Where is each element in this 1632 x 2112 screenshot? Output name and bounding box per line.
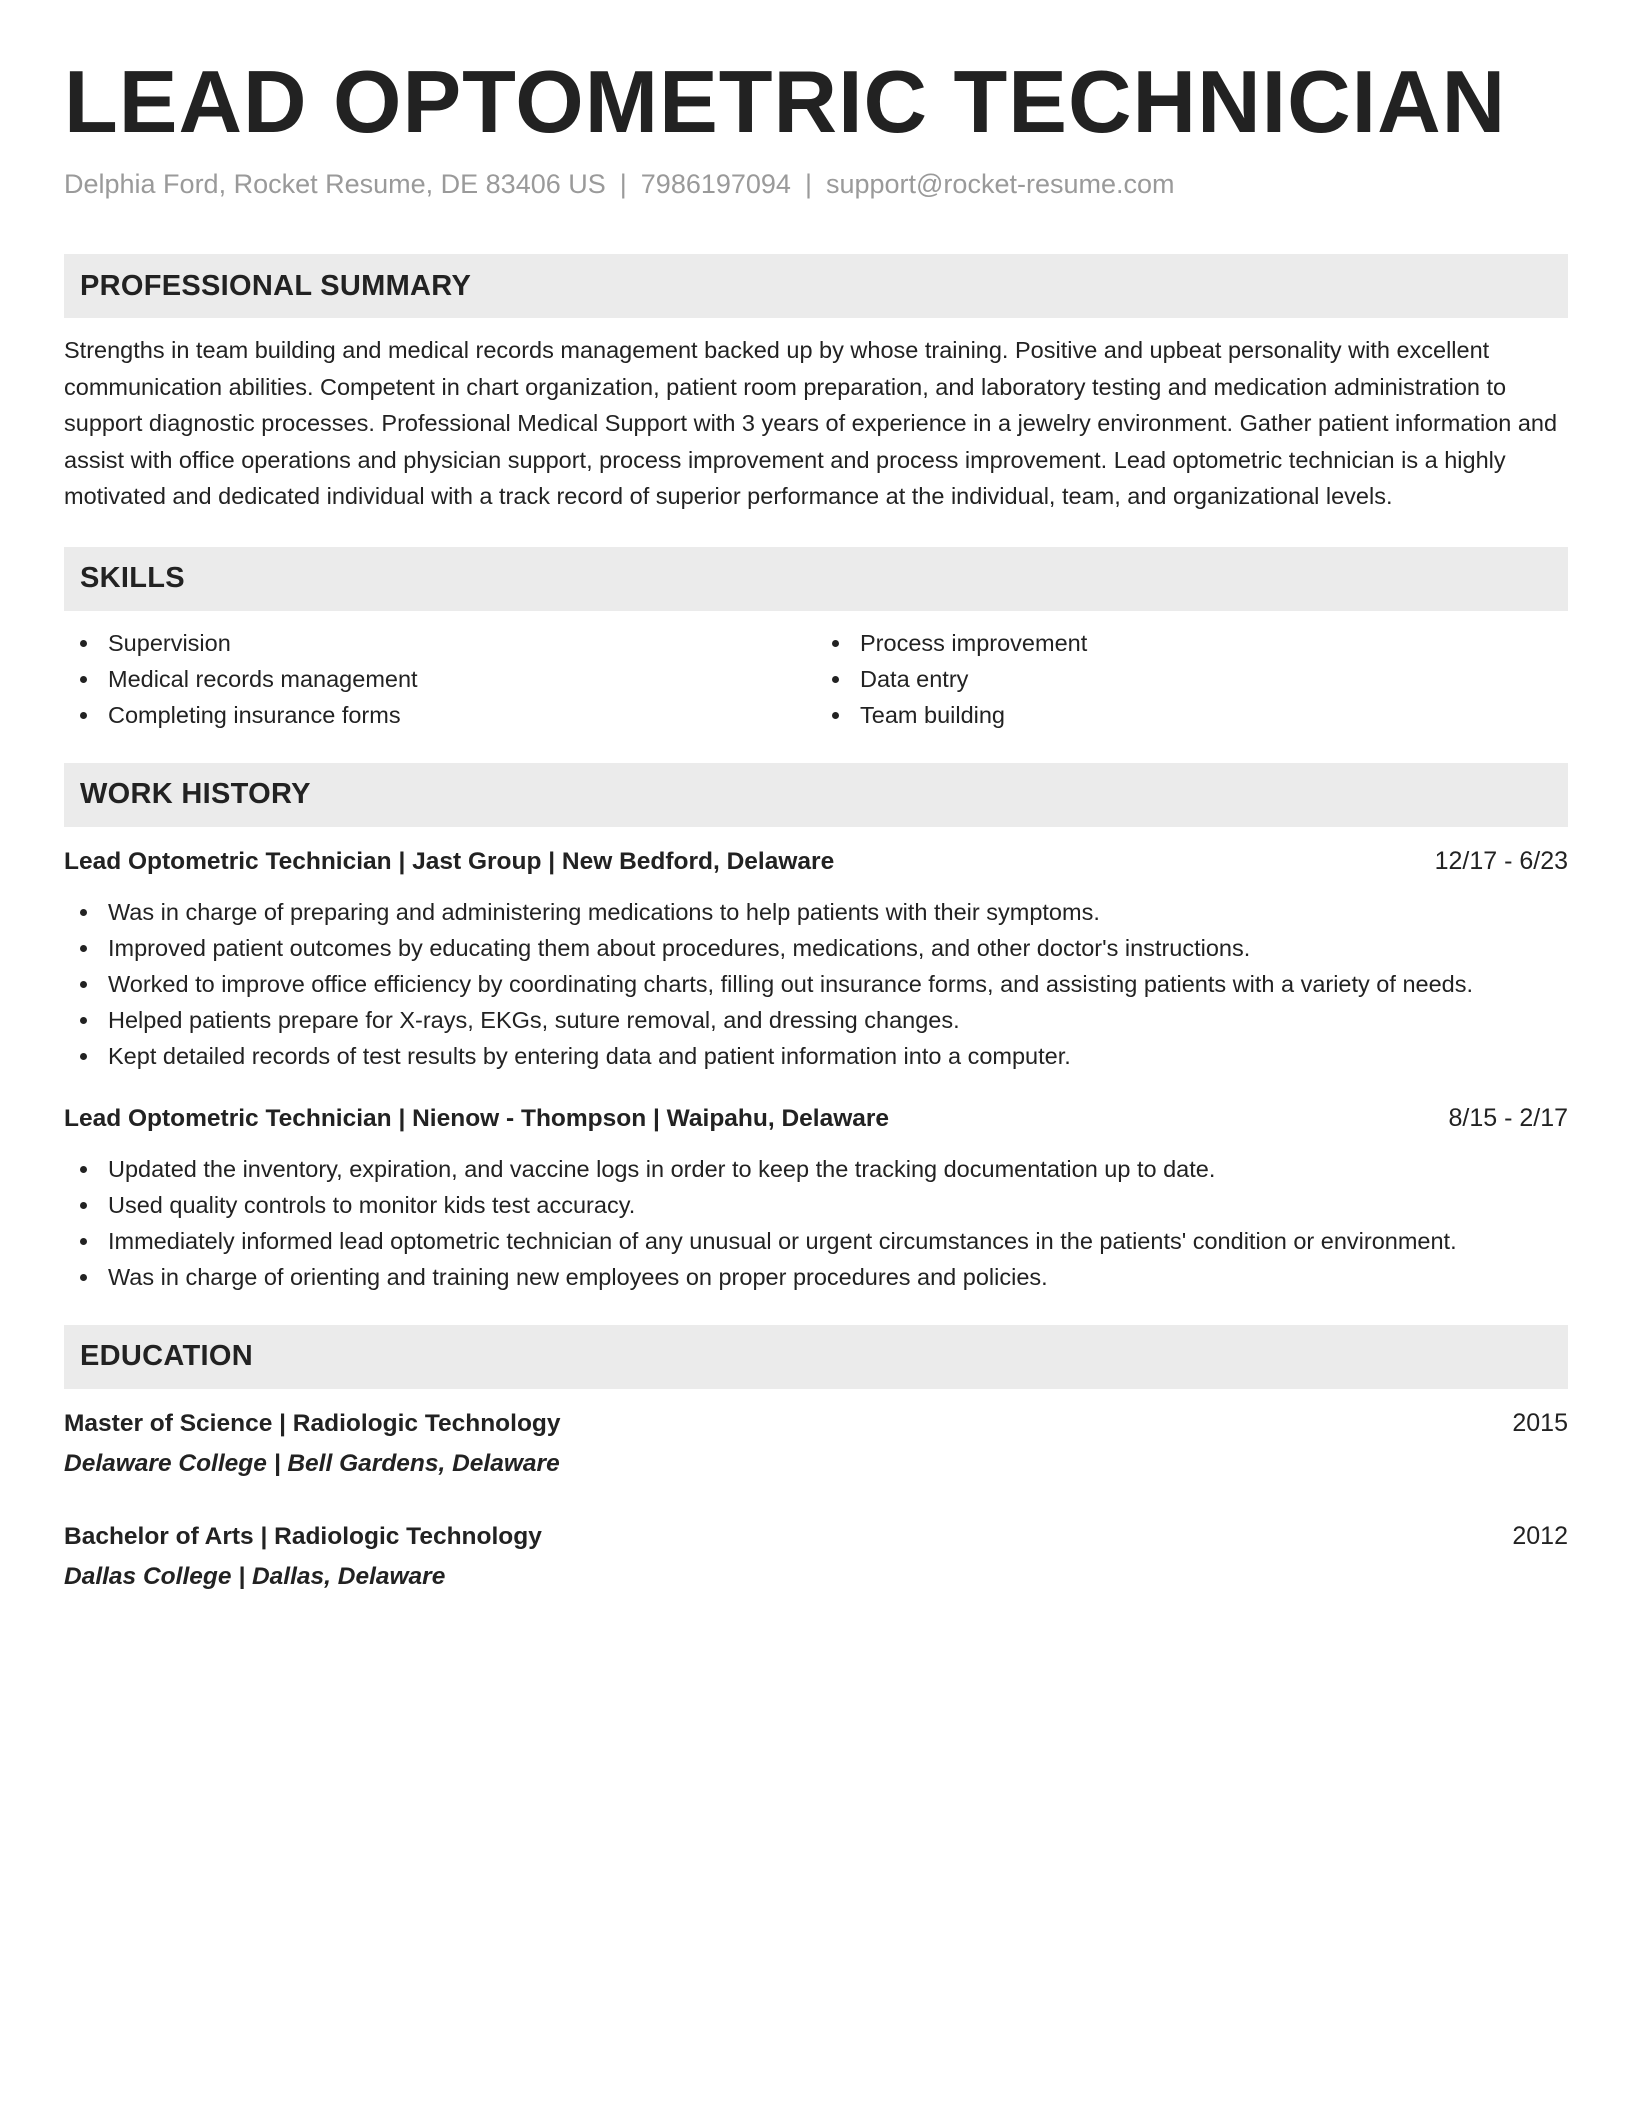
skills-heading: SKILLS [64, 547, 1568, 611]
job-header [64, 1100, 1568, 1137]
skill-item: Supervision [64, 625, 816, 661]
skill-item: Completing insurance forms [64, 697, 816, 733]
skill-item: Process improvement [816, 625, 1568, 661]
job-bullet: Immediately informed lead optometric technician of any unusual or urgent circumstances in the patients' condition or environment. [64, 1223, 1568, 1259]
contact-separator: | [619, 169, 627, 199]
job-bullet: Was in charge of orienting and training new employees on proper procedures and policies. [64, 1259, 1568, 1295]
job-title: Lead Optometric Technician | Nienow - Thompson | Waipahu, Delaware [64, 1104, 890, 1132]
work-history-heading: WORK HISTORY [64, 763, 1568, 827]
education-year: 2012 [1512, 1521, 1568, 1550]
job-bullet-list [64, 894, 1568, 1074]
job-dates: 12/17 - 6/23 [1434, 846, 1568, 875]
job-bullet-list [64, 1151, 1568, 1295]
job-header [64, 843, 1568, 880]
skill-item: Team building [816, 697, 1568, 733]
job-entry [64, 1100, 1568, 1295]
education-header [64, 1518, 1568, 1555]
education-heading: EDUCATION [64, 1325, 1568, 1389]
education-header [64, 1405, 1568, 1442]
education-entry [64, 1405, 1568, 1482]
contact-address: Delphia Ford, Rocket Resume, DE 83406 US [64, 169, 606, 199]
skills-column-right [816, 625, 1568, 733]
skill-item: Medical records management [64, 661, 816, 697]
job-bullet: Improved patient outcomes by educating them about procedures, medications, and other doctor's instructions. [64, 930, 1568, 966]
contact-line [64, 166, 1568, 202]
summary-heading: PROFESSIONAL SUMMARY [64, 254, 1568, 318]
contact-separator: | [804, 169, 812, 199]
education-entry [64, 1518, 1568, 1595]
job-bullet: Worked to improve office efficiency by coordinating charts, filling out insurance forms, and assisting patients with a variety of needs. [64, 966, 1568, 1002]
summary-text: Strengths in team building and medical records management backed up by whose training. Positive and upbeat personality with excellent communication abilities. Competent in chart organization, patient room preparation, and laboratory testing and medication administration to support diagnostic processes. Professional Medical Support with 3 years of experience in a jewelry environment. Gather patient information and assist with office operations and physician support, process improvement and process improvement. Lead optometric technician is a highly motivated and dedicated individual with a track record of superior performance at the individual, team, and organizational levels. [64, 337, 1558, 509]
education-year: 2015 [1512, 1408, 1568, 1437]
job-entry [64, 843, 1568, 1074]
skills-list [64, 625, 1568, 733]
skills-column-left [64, 625, 816, 733]
job-title: Lead Optometric Technician | Jast Group | New Bedford, Delaware [64, 847, 835, 875]
job-bullet: Was in charge of preparing and administering medications to help patients with their symptoms. [64, 894, 1568, 930]
skill-item: Data entry [816, 661, 1568, 697]
resume-name: LEAD OPTOMETRIC TECHNICIAN [64, 52, 1507, 151]
education-degree: Master of Science | Radiologic Technology [64, 1409, 561, 1437]
job-bullet: Updated the inventory, expiration, and vaccine logs in order to keep the tracking documentation up to date. [64, 1151, 1568, 1187]
job-bullet: Kept detailed records of test results by entering data and patient information into a computer. [64, 1038, 1568, 1074]
job-bullet: Helped patients prepare for X-rays, EKGs, suture removal, and dressing changes. [64, 1002, 1568, 1038]
contact-phone: 7986197094 [640, 169, 791, 199]
job-dates: 8/15 - 2/17 [1448, 1103, 1568, 1132]
education-degree: Bachelor of Arts | Radiologic Technology [64, 1522, 542, 1550]
job-bullet: Used quality controls to monitor kids test accuracy. [64, 1187, 1568, 1223]
contact-email: support@rocket-resume.com [825, 169, 1175, 199]
education-school: Delaware College | Bell Gardens, Delaware [64, 1449, 560, 1477]
education-school: Dallas College | Dallas, Delaware [64, 1562, 446, 1590]
